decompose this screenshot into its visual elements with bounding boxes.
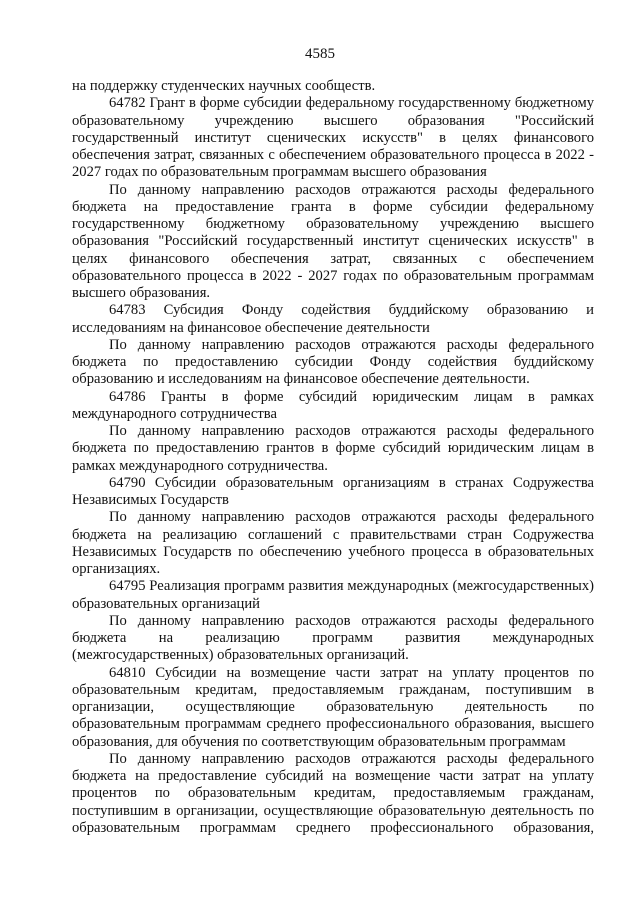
paragraph: По данному направлению расходов отражаются расходы федерального бюджета по предоставлению грантов в форме субсидий юридическим лицам в рамках международного сотрудничества. bbox=[72, 423, 594, 474]
page-number: 4585 bbox=[305, 46, 335, 62]
section-heading-64782: 64782 Грант в форме субсидии федеральному государственному бюджетному образовательному учреждению высшего образования "Российский государственный институт сценических искусств" в целях финансового обеспечения затрат, связанных с обеспечением образовательного процесса в 2022 - 2027 годах по образовательным программам высшего образования bbox=[72, 95, 594, 181]
section-heading-64783: 64783 Субсидия Фонду содействия буддийскому образованию и исследованиям на финансовое обеспечение деятельности bbox=[72, 302, 594, 336]
section-heading-64795: 64795 Реализация программ развития международных (межгосударственных) образовательных организаций bbox=[72, 578, 594, 612]
document-body bbox=[72, 78, 594, 837]
section-heading-64786: 64786 Гранты в форме субсидий юридическим лицам в рамках международного сотрудничества bbox=[72, 388, 594, 422]
paragraph: По данному направлению расходов отражаются расходы федерального бюджета на предоставление субсидий на возмещение части затрат на уплату процентов по образовательным кредитам, предоставляемым гражданам, поступившим в организации, осуществляющие образовательную деятельность по образовательным программам среднего профессионального образования, bbox=[72, 750, 594, 836]
paragraph: По данному направлению расходов отражаются расходы федерального бюджета на предоставление гранта в форме субсидии федеральному государственному бюджетному образовательному учреждению высшего образования "Российский государственный институт сценических искусств" в целях финансового обеспечения затрат, связанных с обеспечением образовательного процесса в 2022 - 2027 годах по образовательным программам высшего образования. bbox=[72, 181, 594, 301]
paragraph: По данному направлению расходов отражаются расходы федерального бюджета на реализацию соглашений с правительствами стран Содружества Независимых Государств по обеспечению учебного процесса в образовательных организациях. bbox=[72, 509, 594, 577]
section-heading-64810: 64810 Субсидии на возмещение части затрат на уплату процентов по образовательным кредитам, предоставляемым гражданам, поступившим в организации, осуществляющие образовательную деятельность по образовательным программам среднего профессионального образования, высшего образования, для обучения по соответствующим образовательным программам bbox=[72, 664, 594, 750]
paragraph: По данному направлению расходов отражаются расходы федерального бюджета на реализацию программ развития международных (межгосударственных) образовательных организаций. bbox=[72, 612, 594, 664]
paragraph: По данному направлению расходов отражаются расходы федерального бюджета по предоставлению субсидии Фонду содействия буддийскому образованию и исследованиям на финансовое обеспечение деятельности. bbox=[72, 336, 594, 388]
section-heading-64790: 64790 Субсидии образовательным организациям в странах Содружества Независимых Государств bbox=[72, 474, 594, 508]
paragraph: на поддержку студенческих научных сообществ. bbox=[72, 78, 376, 94]
